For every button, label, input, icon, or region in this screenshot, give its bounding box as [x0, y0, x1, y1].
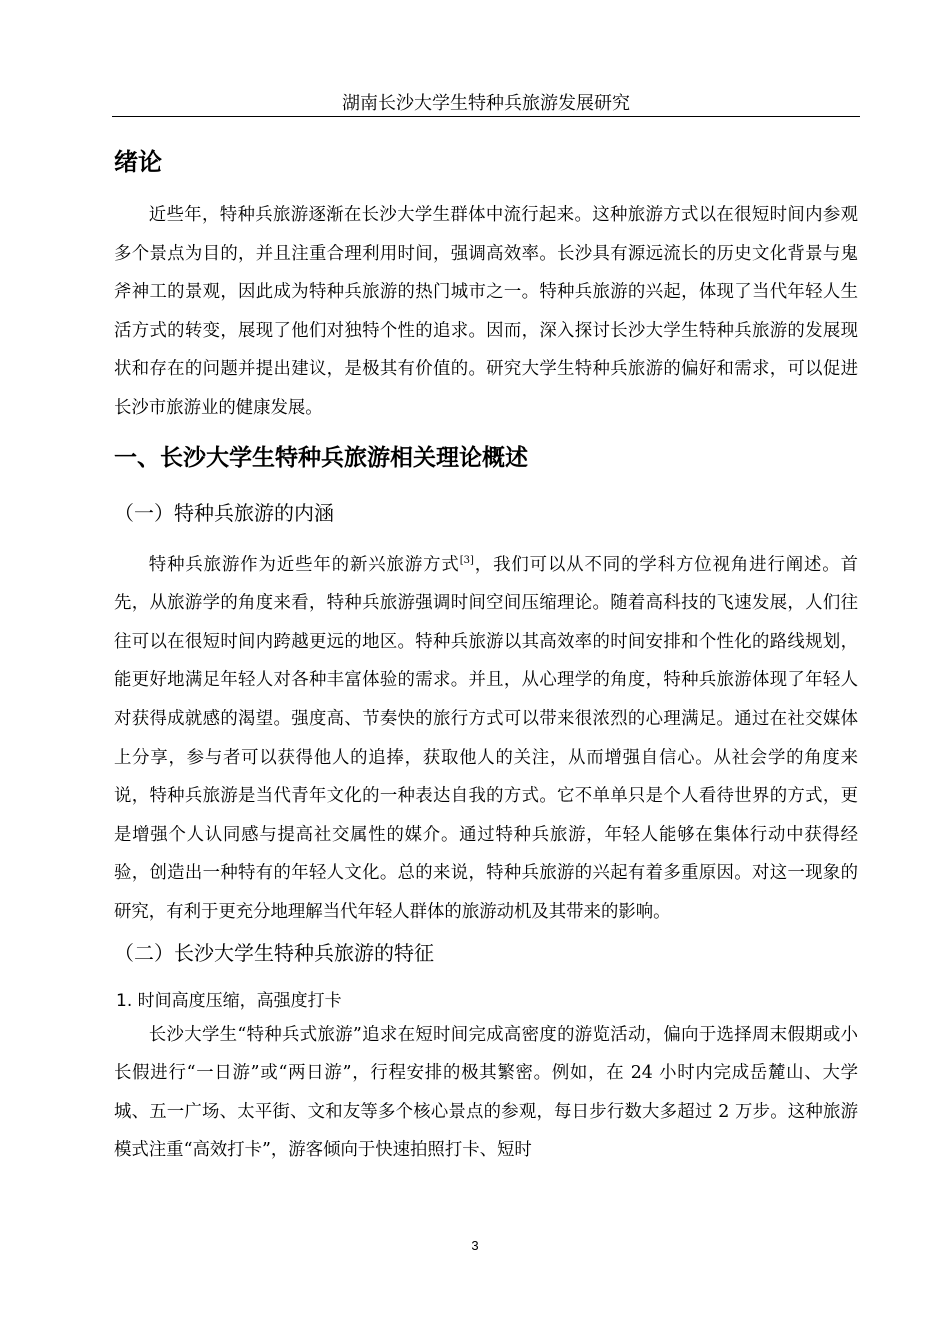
subsection-1-heading: 1. 时间高度压缩，高强度打卡	[116, 990, 342, 1011]
intro-paragraph: 近些年，特种兵旅游逐渐在长沙大学生群体中流行起来。这种旅游方式以在很短时间内参观多个景点为目的，并且注重合理利用时间，强调高效率。长沙具有源远流长的历史文化背景与鬼斧神工的景观，因此成为特种兵旅游的热门城市之一。特种兵旅游的兴起，体现了当代年轻人生活方式的转变，展现了他们对独特个性的追求。因而，深入探讨长沙大学生特种兵旅游的发展现状和存在的问题并提出建议，是极其有价值的。研究大学生特种兵旅游的偏好和需求，可以促进长沙市旅游业的健康发展。	[114, 205, 858, 418]
subsection-1-paragraph: 长沙大学生“特种兵式旅游”追求在短时间完成高密度的游览活动，偏向于选择周末假期或小长假进行“一日游”或“两日游”，行程安排的极其繁密。例如，在 24 小时内完成岳麓山、大学城、五一广场、太平街、文和友等多个核心景点的参观，每日步行数大多超过 2 万步。这种旅游模式注重“高效打卡”，游客倾向于快速拍照打卡、短时	[114, 1024, 858, 1161]
header-rule	[112, 116, 860, 117]
intro-heading: 绪论	[114, 148, 162, 176]
running-header-title: 湖南长沙大学生特种兵旅游发展研究	[342, 93, 630, 114]
citation-reference: [3]	[459, 554, 474, 566]
section-1-heading: （一）特种兵旅游的内涵	[114, 500, 334, 525]
page-number: 3	[471, 1238, 479, 1253]
page-content	[114, 140, 858, 1170]
paragraph-text-after-citation: ，我们可以从不同的学科方位视角进行阐述。首先，从旅游学的角度来看，特种兵旅游强调时间空间压缩理论。随着高科技的飞速发展，人们往往可以在很短时间内跨越更远的地区。特种兵旅游以其高效率的时间安排和个性化的路线规划，能更好地满足年轻人对各种丰富体验的需求。并且，从心理学的角度，特种兵旅游体现了年轻人对获得成就感的渴望。强度高、节奏快的旅行方式可以带来很浓烈的心理满足。通过在社交媒体上分享，参与者可以获得他人的追捧，获取他人的关注，从而增强自信心。从社会学的角度来说，特种兵旅游是当代青年文化的一种表达自我的方式。它不单单只是个人看待世界的方式，更是增强个人认同感与提高社交属性的媒介。通过特种兵旅游，年轻人能够在集体行动中获得经验，创造出一种特有的年轻人文化。总的来说，特种兵旅游的兴起有着多重原因。对这一现象的研究，有利于更充分地理解当代年轻人群体的旅游动机及其带来的影响。	[114, 554, 858, 922]
paragraph-text-before-citation: 特种兵旅游作为近些年的新兴旅游方式	[148, 554, 460, 575]
section-1-paragraph	[114, 546, 858, 932]
chapter-1-heading: 一、长沙大学生特种兵旅游相关理论概述	[114, 444, 528, 471]
section-2-heading: （二）长沙大学生特种兵旅游的特征	[114, 940, 434, 965]
